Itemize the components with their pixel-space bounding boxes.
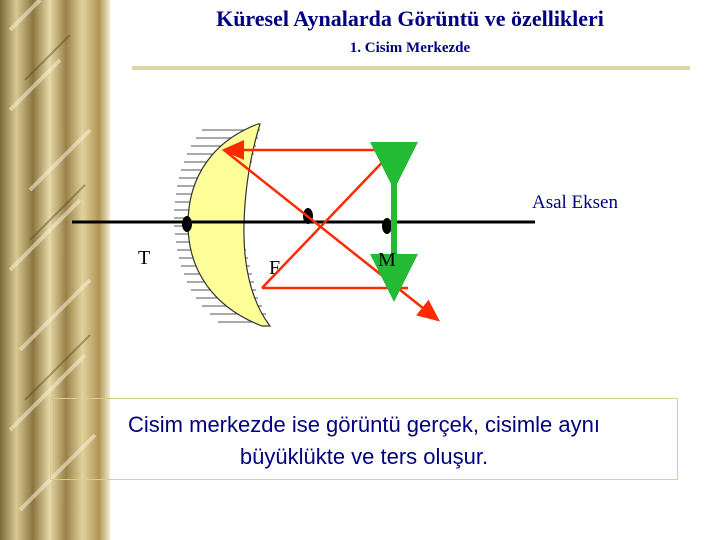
explanation-line-1: Cisim merkezde ise görüntü gerçek, cisimle aynı [128,412,600,437]
center-dot [382,218,392,234]
focus-label: F [269,257,281,279]
principal-axis-label: Asal Eksen [531,192,618,213]
explanation-line-2: büyüklükte ve ters oluşur. [239,444,489,469]
light-rays [224,150,438,320]
explanation-box [50,398,678,480]
page-subtitle: 1. Cisim Merkezde [349,40,471,56]
vertex-label: T [138,247,151,269]
mirror-vertex-dot [182,216,192,232]
page-title: Küresel Aynalarda Görüntü ve özellikleri [216,6,604,31]
center-label: M [378,249,396,271]
